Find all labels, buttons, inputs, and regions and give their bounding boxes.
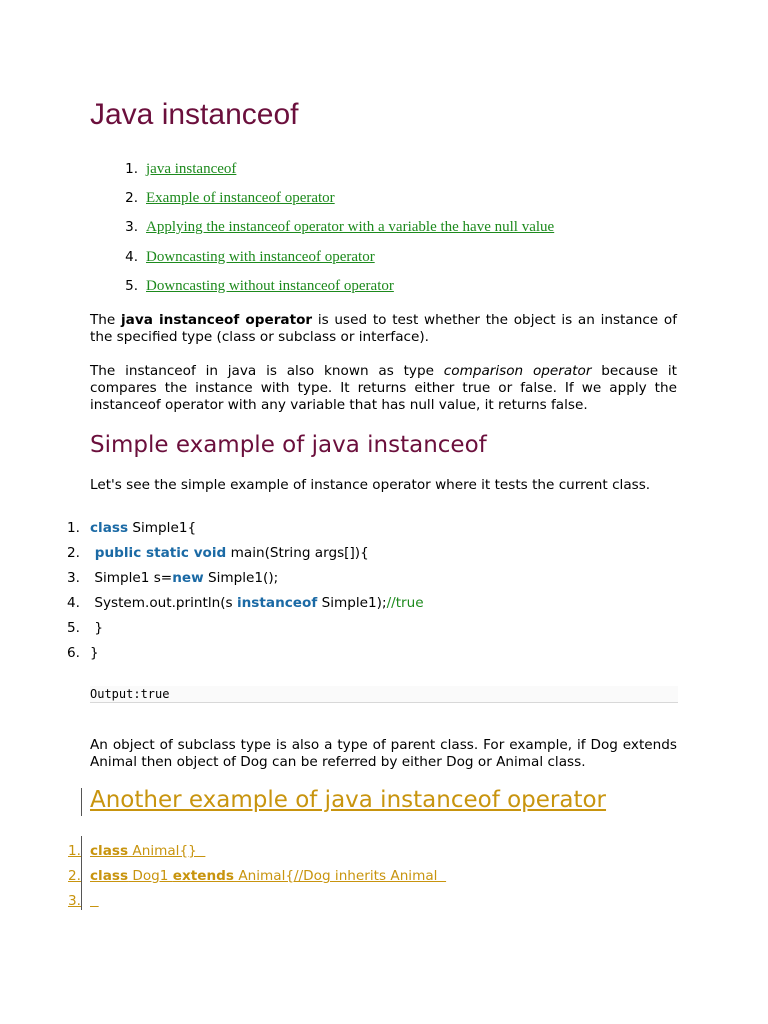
italic-term: comparison operator [443,363,592,379]
code-text [90,865,446,887]
code: Simple1 s= [90,570,173,586]
toc-link-downcasting-without[interactable]: Downcasting without instanceof operator [146,277,394,294]
line-number: 4. [67,595,80,611]
code-text: } [90,620,103,636]
line-number: 2. [67,545,80,561]
code-text [90,890,99,912]
bold-term: java instanceof operator [121,312,313,328]
line-number: 2. [68,868,81,884]
keyword: extends [172,868,235,884]
code: Simple1(); [203,570,279,586]
line-number: 3. [67,570,80,586]
text-cursor-bar [81,836,82,910]
code-text [90,567,278,589]
text: The [90,312,121,328]
keyword: instanceof [236,595,318,611]
keyword: public static void [90,545,227,561]
intro-paragraph-1 [90,312,677,346]
subclass-paragraph: An object of subclass type is also a type of parent class. For example, if Dog extends Animal then object of Dog can be referred by either Dog or Animal class. [90,737,677,770]
toc-number: 5. [125,277,138,294]
line-number: 5. [67,620,80,636]
keyword: class [90,868,129,884]
code-text [90,592,424,614]
code: Animal{} [128,843,206,859]
text: is used to test whether the object is an instance of the specified type (class or subclass or interface). [90,312,677,345]
keyword: class [90,843,129,859]
code-text: } [90,645,99,661]
toc-link-null-value[interactable]: Applying the instanceof operator with a variable the have null value [146,219,555,236]
line-number: 1. [68,843,81,859]
line-number: 1. [67,520,80,536]
toc-number: 2. [125,190,138,207]
toc-number: 4. [125,248,138,265]
output-box: Output:true [90,686,678,703]
toc-link-example[interactable]: Example of instanceof operator [146,190,335,207]
intro-paragraph-2 [90,363,677,413]
text-cursor-bar [81,788,82,816]
toc-link-java-instanceof[interactable]: java instanceof [146,161,237,177]
code-text [90,517,196,539]
section-heading-another-example: Another example of java instanceof operator [90,787,607,813]
code: Dog1 [128,868,173,884]
text: The instanceof in java is also known as type [90,363,444,379]
code: System.out.println(s [90,595,237,611]
comment: //true [386,595,424,611]
toc-number: 1. [125,161,138,177]
text: because it compares the instance with type. It returns either true or false. If we apply the instanceof operator with any variable that has null value, it returns false. [90,363,677,413]
page-title: Java instanceof [90,98,299,131]
section-heading-simple-example: Simple example of java instanceof [90,432,487,458]
line-number: 6. [67,645,80,661]
code: Simple1); [317,595,387,611]
line-number: 3. [68,893,81,909]
code-text [90,840,205,862]
code: Simple1{ [128,520,197,536]
code: Animal{//Dog inherits Animal [234,868,447,884]
keyword: new [172,570,204,586]
toc-number: 3. [125,219,138,236]
code: main(String args[]){ [226,545,369,561]
section-lead: Let's see the simple example of instance operator where it tests the current class. [90,477,651,493]
code-text [90,542,369,564]
keyword: class [90,520,129,536]
toc-link-downcasting-with[interactable]: Downcasting with instanceof operator [146,248,375,265]
